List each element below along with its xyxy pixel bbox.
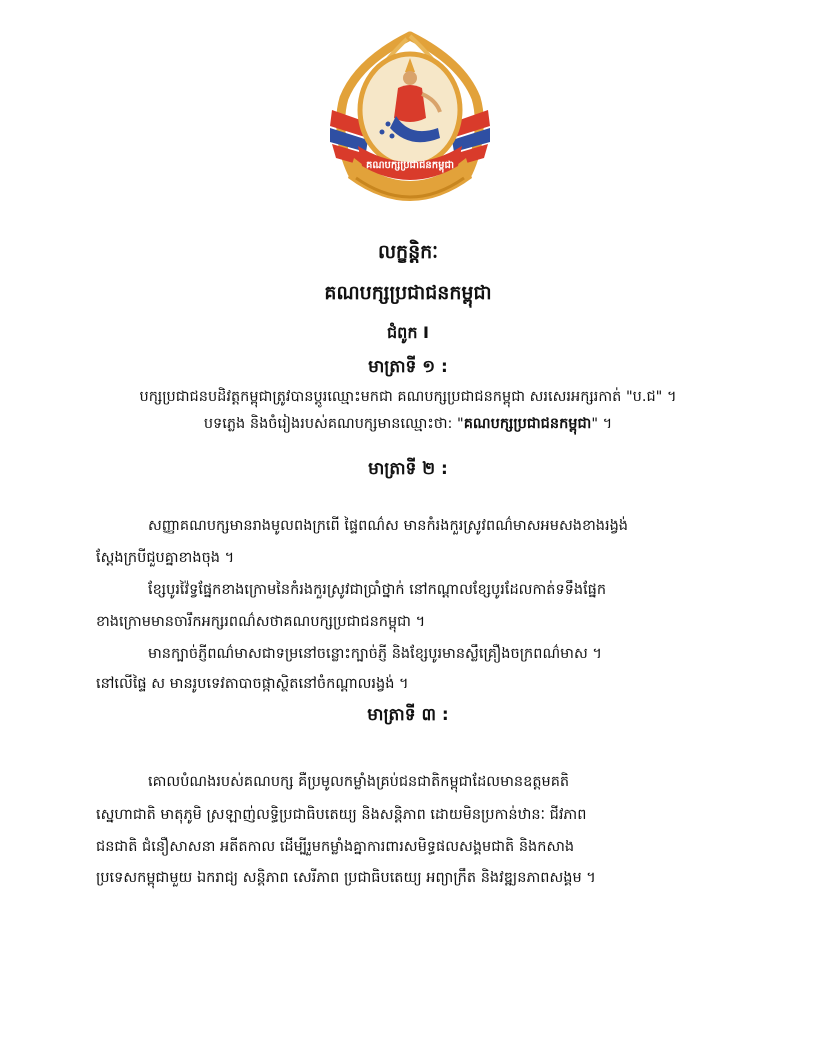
article-3-line-3: ជនជាតិ ជំនឿសាសនា អតីតកាល ដើម្បីរួមកម្លាំងគ្នាការពារសមិទ្ធផលសង្គមជាតិ និងកសាង [96, 839, 575, 855]
article-2-p1-line-2: ស្ដែងក្របីជួបគ្នាខាងចុង ។ [96, 550, 235, 566]
article-1-line-2-bold: គណបក្សប្រជាជនកម្ពុជា [463, 416, 592, 432]
article-3-line-4: ប្រទេសកម្ពុជាមួយ ឯករាជ្យ សន្តិភាព សេរីភាព ប្រជាធិបតេយ្យ អព្យាក្រឹត និងវឌ្ឍនភាពសង្គម ។ [96, 870, 596, 886]
article-3-line-1: គោលបំណងរបស់គណបក្ស គឺប្រមូលកម្លាំងគ្រប់ជនជាតិកម្ពុជាដែលមានឧត្តមគតិ [148, 774, 570, 790]
chapter-heading: ជំពូក I [387, 323, 429, 342]
article-3-heading: មាត្រាទី ៣ : [367, 705, 449, 725]
party-emblem-logo [326, 28, 494, 218]
party-name-heading: គណបក្សប្រជាជនកម្ពុជា [324, 282, 492, 304]
article-2-p2-line-2: ខាងក្រោមមានចារឹកអក្សរពណ៌សថាគណបក្សប្រជាជនកម្ពុជា ។ [96, 614, 426, 630]
article-2-p3-line-1: មានក្បាច់ភ្ញីពណ៌មាសជាទម្រនៅចន្លោះក្បាច់ភ្ញី និងខ្សែបូរមានស្លឹគ្រឿងចក្រពណ៌មាស ។ [148, 646, 602, 662]
article-3-line-2: ស្នេហាជាតិ មាតុភូមិ ស្រឡាញ់លទ្ធិប្រជាធិបតេយ្យ និងសន្តិភាព ដោយមិនប្រកាន់ឋានៈ ជីវភាព [96, 807, 587, 823]
article-2-p1-line-1: សញ្ញាគណបក្សមានរាងមូលពងក្រពើ ផ្ទៃពណ៌ស មានកំរងកួរស្រូវពណ៌មាសអមសងខាងរង្វង់ [148, 518, 628, 534]
article-2-p2-line-1: ខ្សែបូរវ៉ៃទ្វផ្នែកខាងក្រោមនៃកំរងកួរស្រូវជាប្រាំថ្នាក់ នៅកណ្តាលខ្សែបូរដែលកាត់ទទឹងផ្នែក [148, 582, 607, 598]
article-1-line-2-suffix: " ។ [591, 416, 613, 432]
article-1-line-2 [0, 415, 816, 436]
article-1-line-2-prefix: បទភ្លេង និងចំរៀងរបស់គណបក្សមានឈ្មោះថា: " [203, 416, 464, 432]
document-title: លក្ខន្តិកៈ [377, 241, 439, 263]
emblem-banner-text: គណបក្សប្រជាជនកម្ពុជា [366, 160, 454, 171]
article-1-heading: មាត្រាទី ១ : [368, 357, 448, 377]
article-1-line-1: បក្សប្រជាជនបដិវត្តកម្ពុជាត្រូវបានប្តូរឈ្មោះមកជា គណបក្សប្រជាជនកម្ពុជា សរសេរអក្សរកាត់ "ប.ជ" ។ [139, 389, 677, 405]
article-2-p3-line-2: នៅលើផ្ទៃ ស មានរូបទេវតាបាចផ្កាស្ថិតនៅចំកណ្តាលរង្វង់ ។ [96, 676, 409, 692]
article-2-heading: មាត្រាទី ២ : [368, 459, 448, 479]
